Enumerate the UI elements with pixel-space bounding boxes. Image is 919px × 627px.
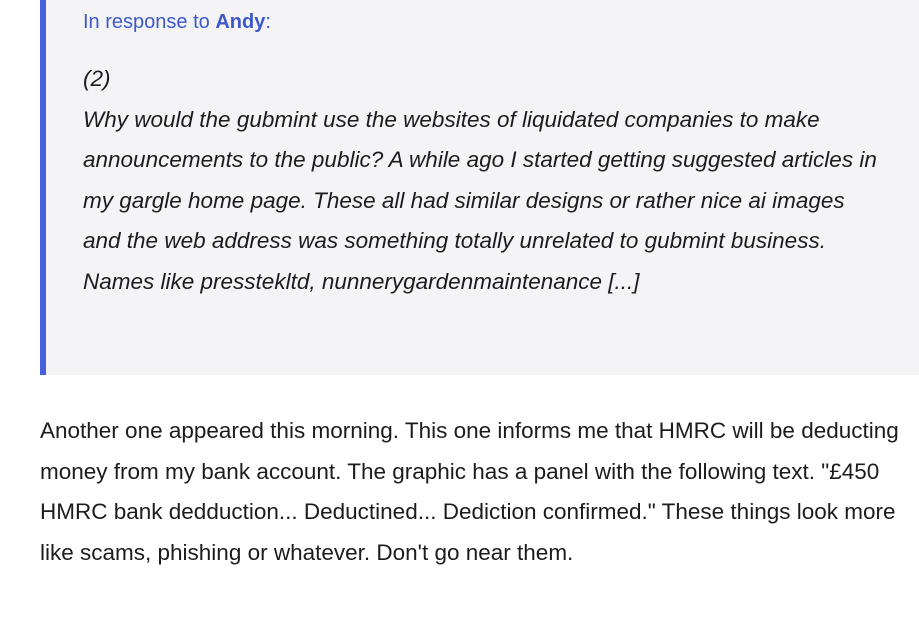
quote-body: Why would the gubmint use the websites of liquidated companies to make announcements to the public? A while ago I started getting suggested articles in my gargle home page. These all had similar designs or rather nice ai images and the web address was something totally unrelated to gubmint business. Names like presstekltd, nunnerygardenmaintenance [...] (83, 106, 877, 294)
reply-body: Another one appeared this morning. This one informs me that HMRC will be deducting money from my bank account. The graphic has a panel with the following text. "£450 HMRC bank dedduction... Deductined... Dediction confirmed." These things look more like scams, phishing or whatever. Don't go near them. (40, 418, 899, 565)
quote-suffix: : (265, 11, 271, 33)
quote-block (40, 0, 919, 375)
quote-header (83, 11, 271, 34)
quote-text (83, 59, 883, 302)
reply-text (40, 411, 915, 573)
quoted-author-link[interactable]: Andy (215, 11, 266, 33)
quote-number: (2) (83, 66, 111, 91)
quote-prefix: In response to (83, 11, 216, 33)
